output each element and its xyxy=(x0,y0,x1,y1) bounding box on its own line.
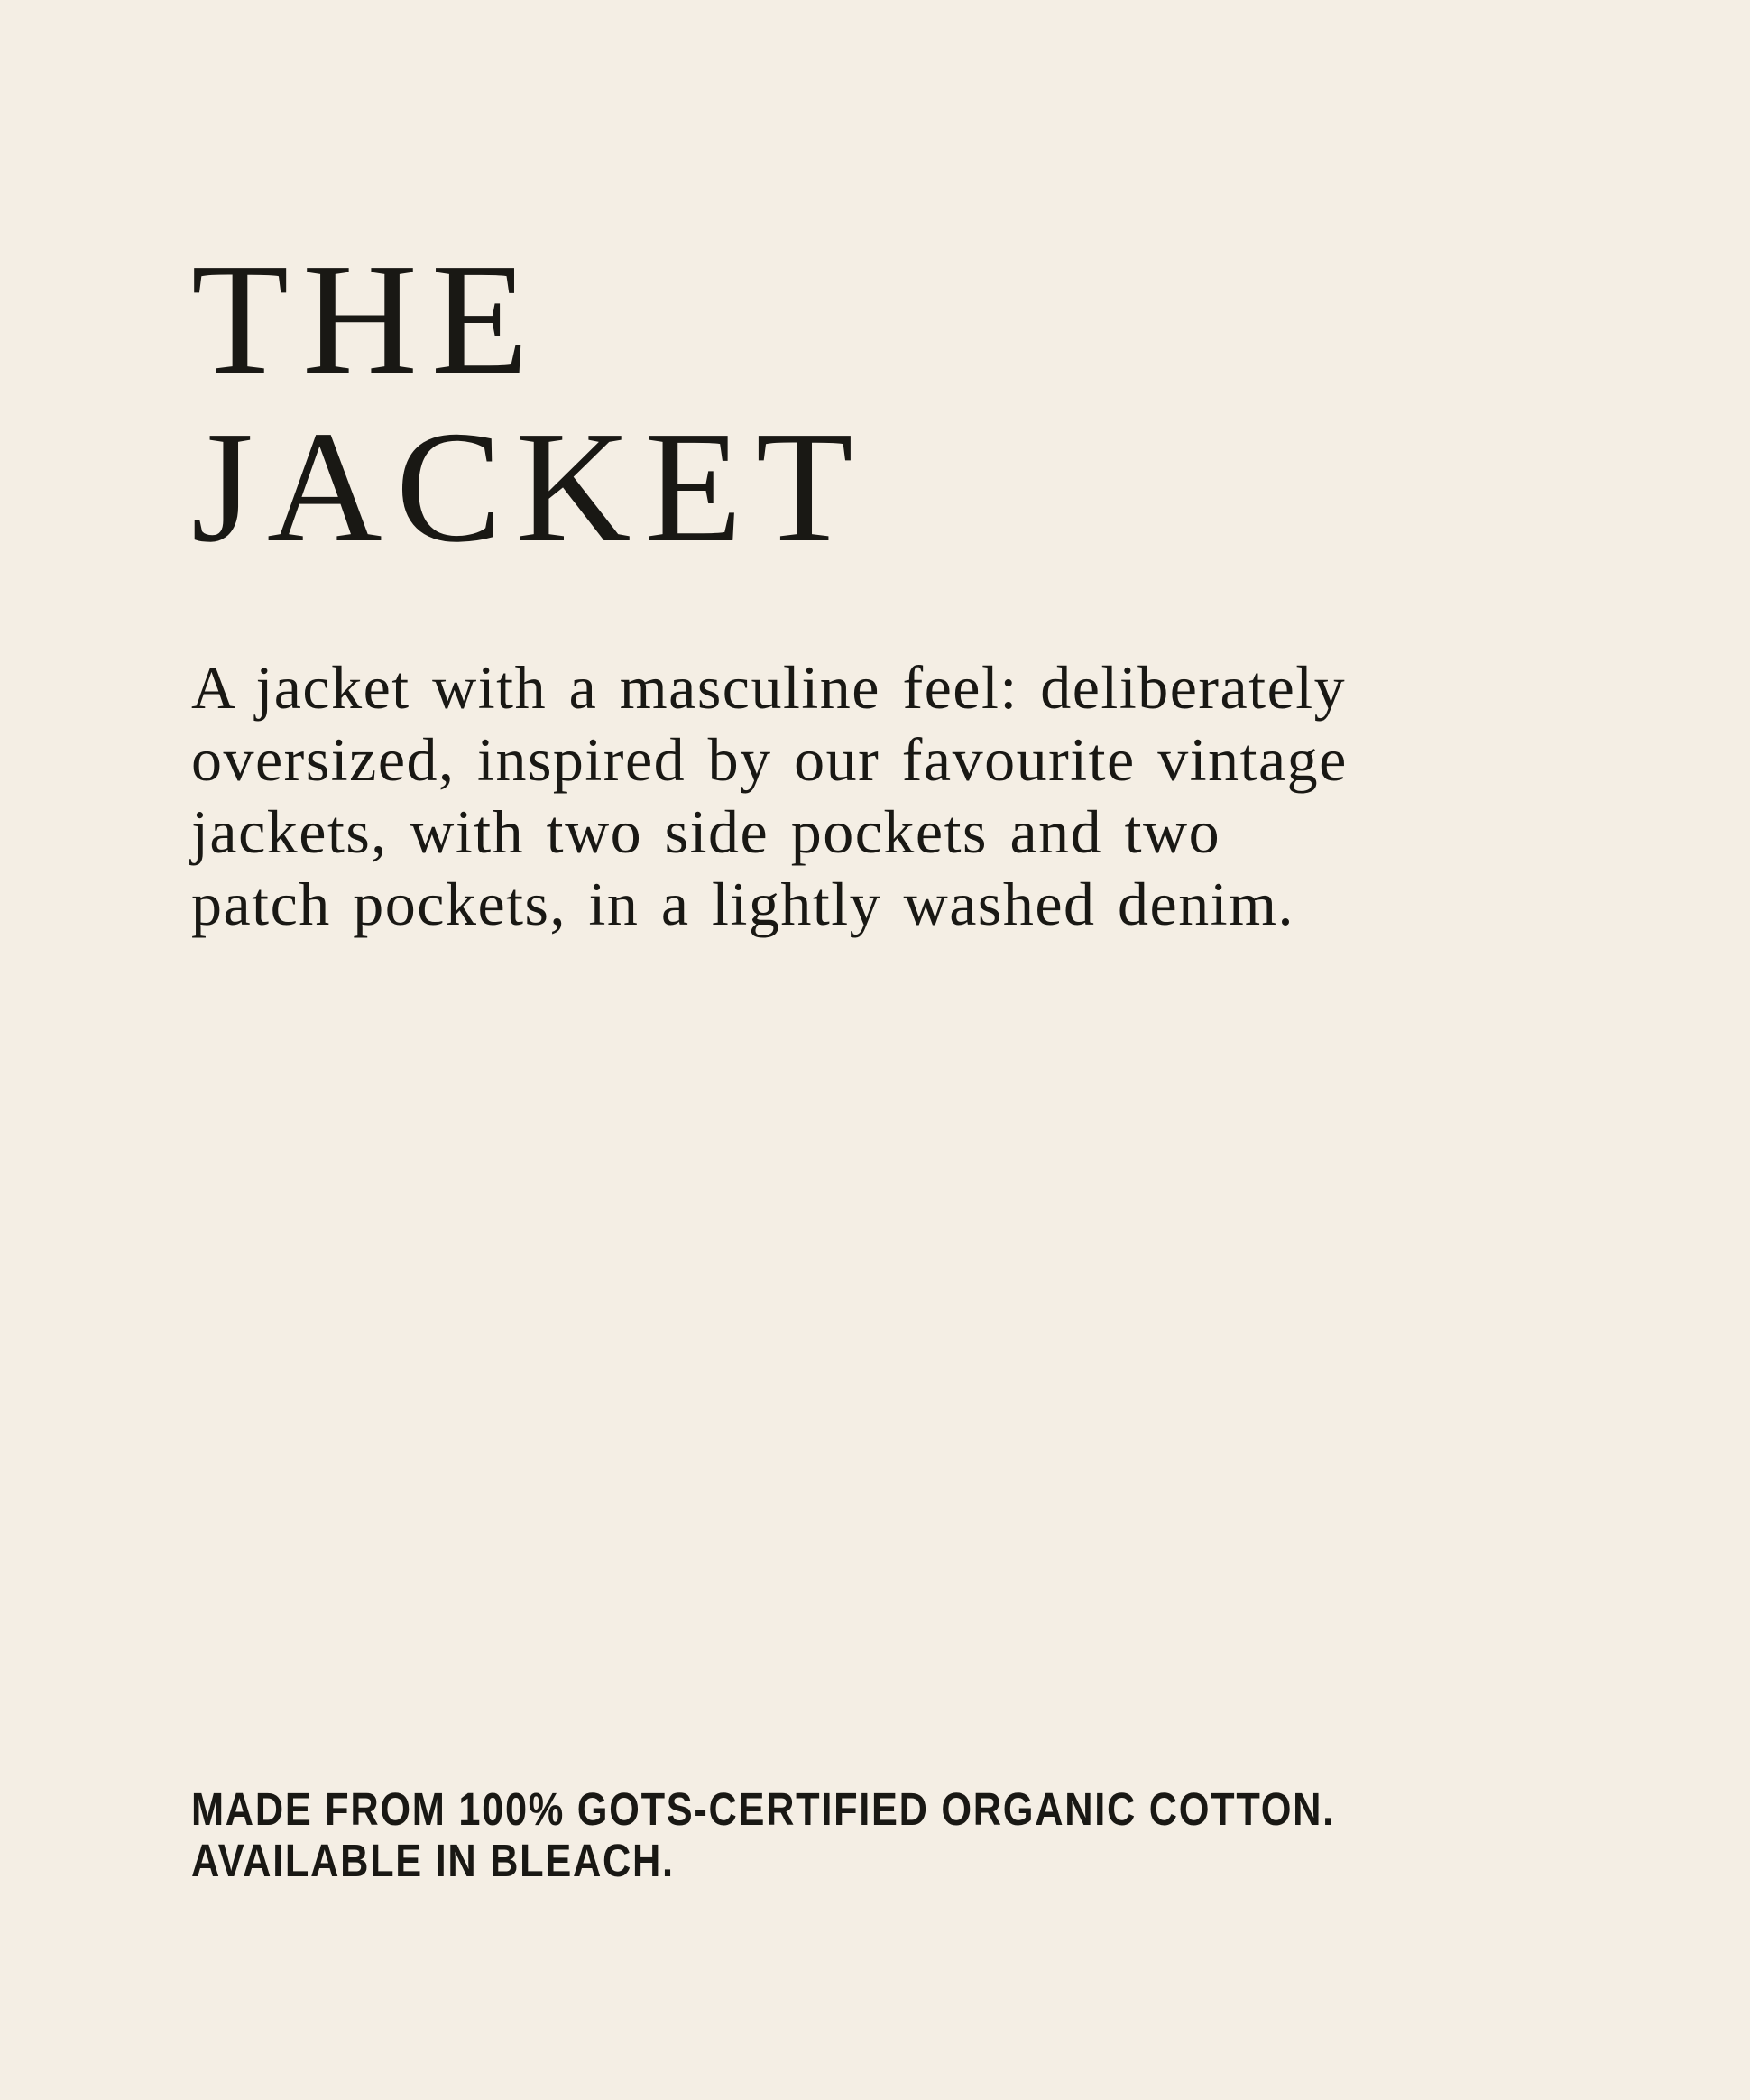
product-description-line-3: jackets, with two side pockets and two xyxy=(191,797,1221,866)
product-title-line-1: THE xyxy=(191,231,543,408)
product-title xyxy=(191,231,867,576)
product-description-line-1: A jacket with a masculine feel: deliberately xyxy=(191,653,1347,722)
material-note-line-1: MADE FROM 100% GOTS-CERTIFIED ORGANIC COTTON. xyxy=(191,1783,1335,1835)
product-description xyxy=(191,651,1348,940)
product-description-line-4: patch pockets, in a lightly washed denim. xyxy=(191,870,1295,938)
product-description-line-2: oversized, inspired by our favourite vintage xyxy=(191,725,1348,794)
material-note-line-2: AVAILABLE IN BLEACH. xyxy=(191,1835,675,1886)
material-note xyxy=(191,1783,1335,1886)
product-title-line-2: JACKET xyxy=(191,399,867,576)
